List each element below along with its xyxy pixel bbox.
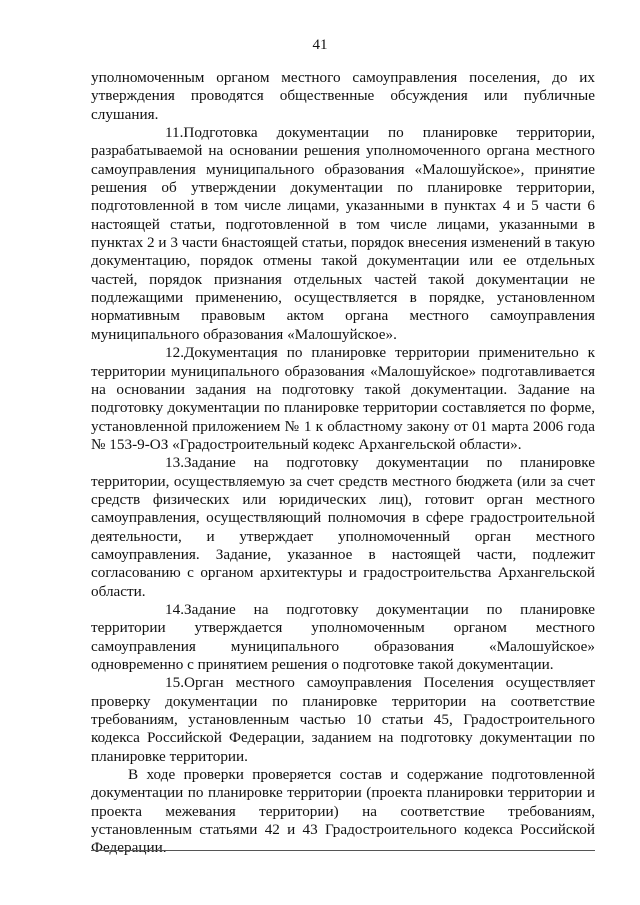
paragraph-number: 14. xyxy=(165,600,184,618)
paragraph-verification xyxy=(91,766,595,858)
paragraph-text: Документация по планировке территории применительно к территории муниципального образования «Малошуйское» подготавливается на основании задания на подготовку такой документации. Задание на подготовку документации по планировке территории составляется по форме, установленной приложением № 1 к областному закону от 01 марта 2006 года № 153-9-ОЗ «Градостроительный кодекс Архангельской области». xyxy=(91,344,595,453)
document-body xyxy=(91,69,595,858)
paragraph-text: Задание на подготовку документации по планировке территории, осуществляемую за счет средств местного бюджета (или за счет средств физических или юридических лиц), готовит орган местного самоуправления, осуществляющий полномочия в сфере градостроительной деятельности, и утверждает уполномоченный орган местного самоуправления. Задание, указанное в настоящей части, подлежит согласованию с органом архитектуры и градостроительства Архангельской области. xyxy=(91,454,595,600)
paragraph-item-12 xyxy=(91,344,595,454)
paragraph-continuation xyxy=(91,69,595,124)
paragraph-text: Подготовка документации по планировке территории, разрабатываемой на основании решения уполномоченного органа местного самоуправления муниципального образования «Малошуйское», принятие решения об утверждении документации по планировке территории, подготовленной в том числе лицами, указанными в пунктах 4 и 5 части 6 настоящей статьи, подготовленной в том числе лицами, указанными в пунктах 2 и 3 части 6настоящей статьи, порядок внесения изменений в такую документацию, порядок отмены такой документации или ее отдельных частей, порядок признания отдельных частей такой документации не подлежащими применению, осуществляется в порядке, установленном нормативным правовым актом органа местного самоуправления муниципального образования «Малошуйское». xyxy=(91,124,595,343)
paragraph-number: 12. xyxy=(165,344,184,362)
footer-divider xyxy=(91,850,595,851)
paragraph-number: 13. xyxy=(165,454,184,472)
paragraph-text: В ходе проверки проверяется состав и содержание подготовленной документации по планировке территории (проекта планировки территории и проекта межевания территории) на соответствие требованиям, установленным статьями 42 и 43 Градостроительного кодекса Российской Федерации. xyxy=(91,766,595,857)
paragraph-item-11 xyxy=(91,124,595,344)
paragraph-item-13 xyxy=(91,454,595,601)
paragraph-number: 15. xyxy=(165,674,184,692)
paragraph-text: Задание на подготовку документации по планировке территории утверждается уполномоченным органом местного самоуправления муниципального образования «Малошуйское» одновременно с принятием решения о подготовке такой документации. xyxy=(91,600,595,673)
paragraph-number: 11. xyxy=(165,124,184,142)
paragraph-item-15 xyxy=(91,674,595,766)
paragraph-text: Орган местного самоуправления Поселения осуществляет проверку документации по планировке территории на соответствие требованиям, установленным частью 10 статьи 45, Градостроительного кодекса Российской Федерации, заданием на подготовку документации по планировке территории. xyxy=(91,674,595,765)
paragraph-item-14 xyxy=(91,601,595,674)
page-number: 41 xyxy=(312,37,328,53)
paragraph-text: уполномоченным органом местного самоуправления поселения, до их утверждения проводятся общественные обсуждения или публичные слушания. xyxy=(91,69,595,123)
